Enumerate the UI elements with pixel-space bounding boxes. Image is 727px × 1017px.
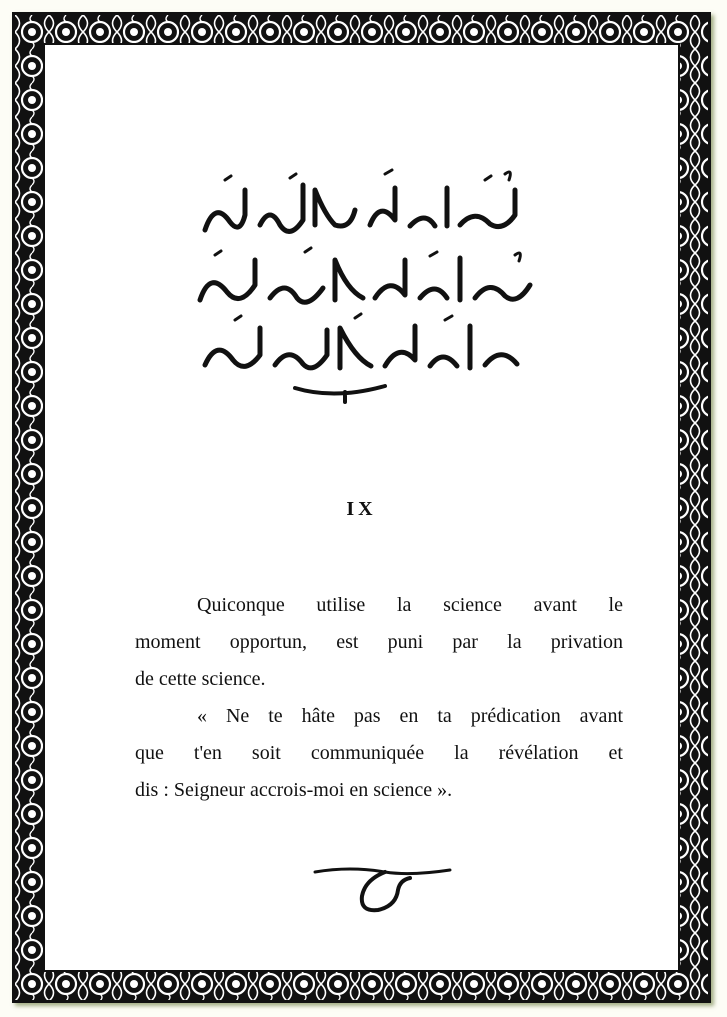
flourish-ornament <box>310 860 455 920</box>
paragraph-2-line-3: dis : Seigneur accrois-moi en science ». <box>135 779 453 801</box>
ornamental-border <box>12 12 711 1003</box>
paragraph-1-line-3: de cette science. <box>135 668 266 690</box>
paragraph-1-line-2: moment opportun, est puni par la privation <box>135 631 623 653</box>
arabic-calligraphy-image <box>185 160 545 410</box>
end-ornament <box>310 860 455 920</box>
arabic-calligraphy <box>185 160 545 410</box>
chapter-number: IX <box>346 498 377 520</box>
paragraph-1-line-1: Quiconque utilise la science avant le <box>197 594 623 616</box>
paragraph-2-line-1: « Ne te hâte pas en ta prédication avant <box>197 705 623 727</box>
page-content <box>43 43 680 972</box>
french-text <box>135 587 623 809</box>
paragraph-2-line-2: que t'en soit communiquée la révélation et <box>135 742 623 764</box>
